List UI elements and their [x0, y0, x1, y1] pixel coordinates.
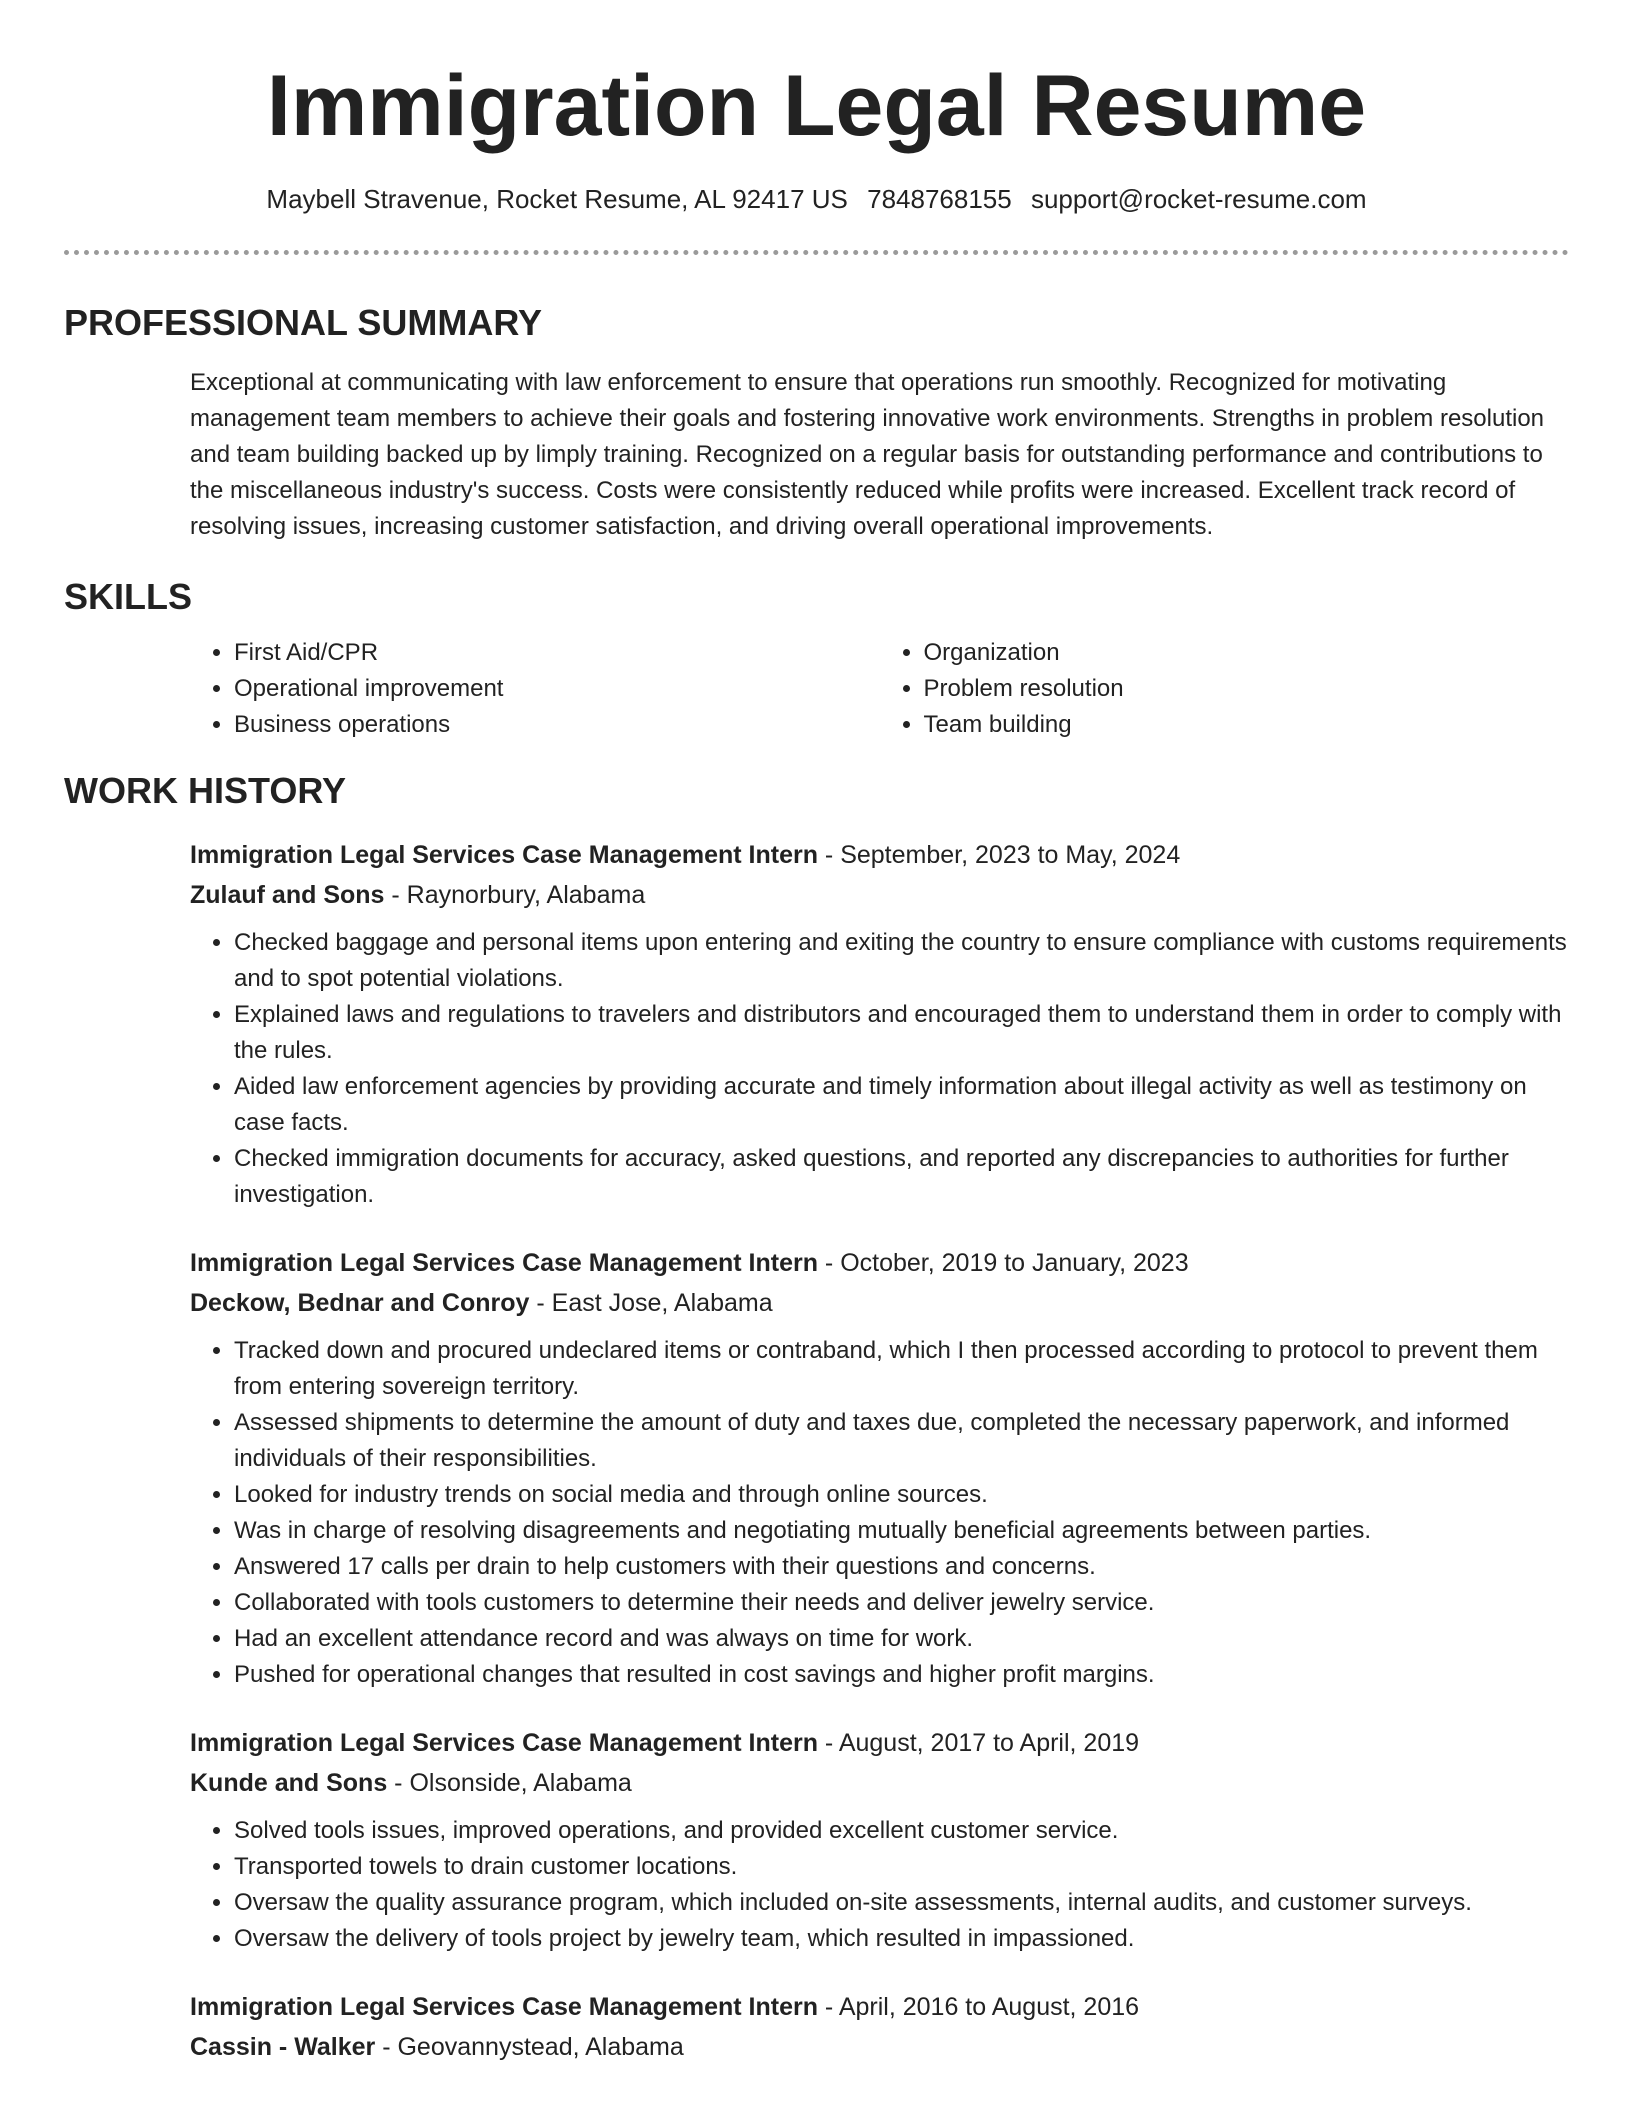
- job-entry: [190, 1243, 1569, 1693]
- job-separator: -: [817, 1729, 839, 1757]
- duty-item: • Was in charge of resolving disagreements and negotiating mutually beneficial agreements between parties.: [234, 1513, 1569, 1549]
- job-title: Immigration Legal Services Case Management Intern: [190, 1993, 818, 2021]
- contact-email: support@rocket-resume.com: [1030, 184, 1367, 214]
- job-company: Deckow, Bednar and Conroy: [190, 1289, 530, 1317]
- job-separator: -: [817, 1249, 841, 1277]
- job-entry: [190, 835, 1569, 1213]
- skills-list: [190, 635, 1569, 743]
- summary-heading: PROFESSIONAL SUMMARY: [64, 302, 543, 343]
- duty-item: • Assessed shipments to determine the amount of duty and taxes due, completed the necessary paperwork, and informed individuals of their responsibilities.: [234, 1405, 1569, 1477]
- job-company-line: [190, 2027, 1569, 2067]
- job-title: Immigration Legal Services Case Management Intern: [190, 1729, 818, 1757]
- job-company-line: [190, 1763, 1569, 1803]
- duty-item: • Checked immigration documents for accuracy, asked questions, and reported any discrepancies to authorities for further investigation.: [234, 1141, 1569, 1213]
- resume-page: [64, 0, 1569, 2067]
- duty-item: • Answered 17 calls per drain to help customers with their questions and concerns.: [234, 1549, 1569, 1585]
- job-company: Zulauf and Sons: [190, 881, 385, 909]
- job-location: East Jose, Alabama: [551, 1289, 773, 1317]
- job-duties: [190, 1813, 1569, 1957]
- job-company: Kunde and Sons: [190, 1769, 388, 1797]
- duty-item: • Looked for industry trends on social media and through online sources.: [234, 1477, 1569, 1513]
- resume-title: Immigration Legal Resume: [266, 58, 1367, 154]
- job-title-line: [190, 1723, 1569, 1763]
- job-location: Geovannystead, Alabama: [397, 2033, 684, 2061]
- header-divider: [64, 250, 1569, 255]
- job-separator: -: [375, 2033, 398, 2061]
- job-duties: [190, 925, 1569, 1213]
- job-dates: April, 2016 to August, 2016: [838, 1993, 1140, 2021]
- job-separator: -: [817, 841, 841, 869]
- job-dates: October, 2019 to January, 2023: [840, 1249, 1189, 1277]
- job-separator: -: [817, 1993, 839, 2021]
- job-title: Immigration Legal Services Case Management Intern: [190, 1249, 818, 1277]
- duty-item: • Pushed for operational changes that resulted in cost savings and higher profit margins.: [234, 1657, 1569, 1693]
- job-separator: -: [387, 1769, 410, 1797]
- job-separator: -: [384, 881, 407, 909]
- skill-item: • Problem resolution: [924, 671, 1570, 707]
- job-entry: [190, 1723, 1569, 1957]
- job-location: Olsonside, Alabama: [409, 1769, 632, 1797]
- skill-item: • Organization: [924, 635, 1570, 671]
- work-history-list: [190, 835, 1569, 2067]
- skills-column-left: [190, 635, 880, 743]
- work-history-heading: WORK HISTORY: [64, 770, 347, 811]
- job-title: Immigration Legal Services Case Management Intern: [190, 841, 818, 869]
- duty-item: • Oversaw the quality assurance program, which included on-site assessments, internal audits, and customer surveys.: [234, 1885, 1569, 1921]
- duty-item: • Checked baggage and personal items upon entering and exiting the country to ensure compliance with customs requirements and to spot potential violations.: [234, 925, 1569, 997]
- job-duties: [190, 1333, 1569, 1693]
- job-title-line: [190, 835, 1569, 875]
- job-company-line: [190, 1283, 1569, 1323]
- summary-text: Exceptional at communicating with law enforcement to ensure that operations run smoothly. Recognized for motivating management team members to achieve their goals and fostering innovative work environments. Strengths in problem resolution and team building backed up by limply training. Recognized on a regular basis for outstanding performance and contributions to the miscellaneous industry's success. Costs were consistently reduced while profits were increased. Excellent track record of resolving issues, increasing customer satisfaction, and driving overall operational improvements.: [190, 369, 1545, 540]
- duty-item: • Explained laws and regulations to travelers and distributors and encouraged them to understand them in order to comply with the rules.: [234, 997, 1569, 1069]
- skill-item: • Operational improvement: [234, 671, 880, 707]
- contact-phone: 7848768155: [867, 184, 1012, 214]
- job-title-line: [190, 1987, 1569, 2027]
- skills-heading: SKILLS: [64, 576, 193, 617]
- duty-item: • Collaborated with tools customers to determine their needs and deliver jewelry service.: [234, 1585, 1569, 1621]
- job-location: Raynorbury, Alabama: [406, 881, 646, 909]
- duty-item: • Oversaw the delivery of tools project by jewelry team, which resulted in impassioned.: [234, 1921, 1569, 1957]
- duty-item: • Transported towels to drain customer locations.: [234, 1849, 1569, 1885]
- job-company-line: [190, 875, 1569, 915]
- job-title-line: [190, 1243, 1569, 1283]
- job-entry: [190, 1987, 1569, 2067]
- skills-column-right: [880, 635, 1570, 743]
- job-company: Cassin - Walker: [190, 2033, 376, 2061]
- contact-address: Maybell Stravenue, Rocket Resume, AL 92417 US: [266, 184, 848, 214]
- duty-item: • Aided law enforcement agencies by providing accurate and timely information about illegal activity as well as testimony on case facts.: [234, 1069, 1569, 1141]
- skill-item: • First Aid/CPR: [234, 635, 880, 671]
- duty-item: • Solved tools issues, improved operations, and provided excellent customer service.: [234, 1813, 1569, 1849]
- job-dates: August, 2017 to April, 2019: [838, 1729, 1140, 1757]
- skill-item: • Team building: [924, 707, 1570, 743]
- skill-item: • Business operations: [234, 707, 880, 743]
- job-separator: -: [529, 1289, 552, 1317]
- job-dates: September, 2023 to May, 2024: [840, 841, 1181, 869]
- duty-item: • Had an excellent attendance record and was always on time for work.: [234, 1621, 1569, 1657]
- contact-line: [64, 182, 1569, 216]
- duty-item: • Tracked down and procured undeclared items or contraband, which I then processed according to protocol to prevent them from entering sovereign territory.: [234, 1333, 1569, 1405]
